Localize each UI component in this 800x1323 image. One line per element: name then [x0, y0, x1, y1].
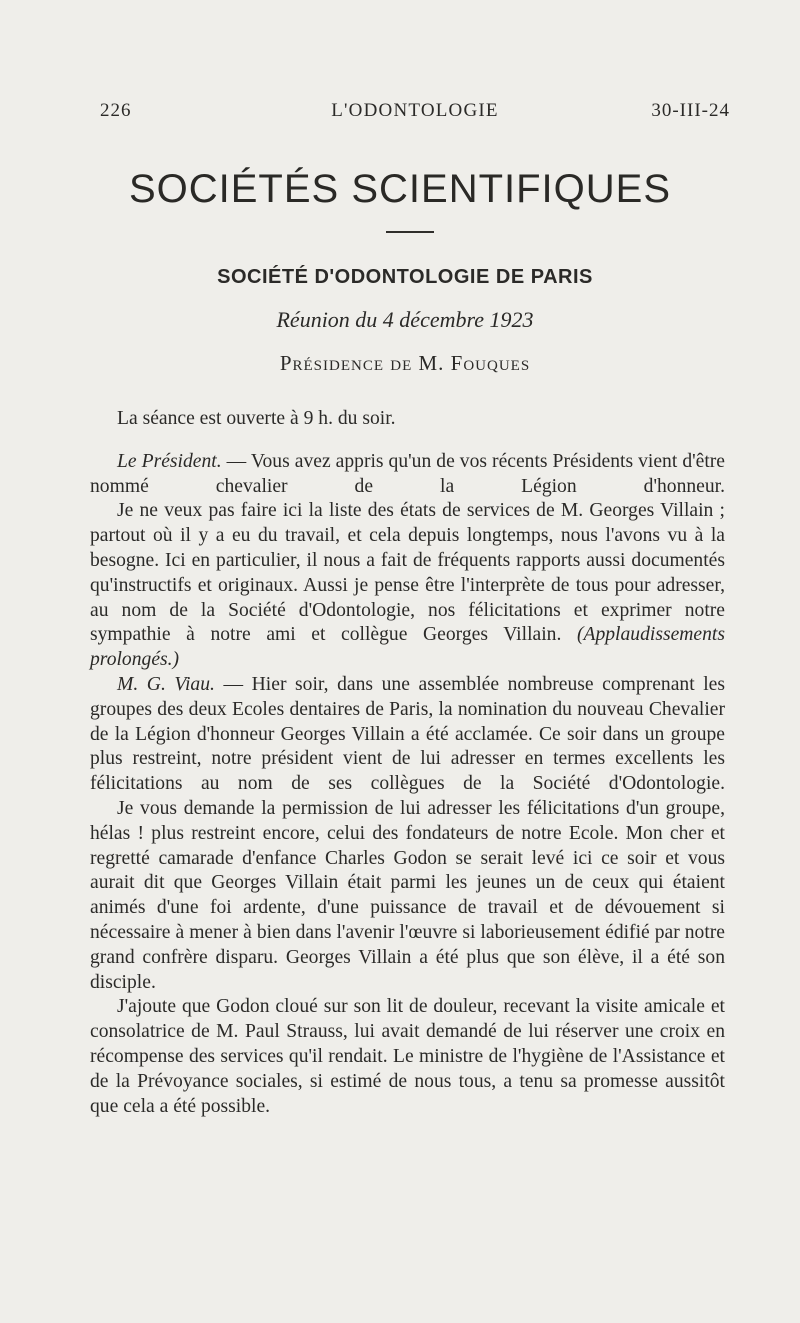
paragraph [90, 499, 725, 673]
paragraph-text: Je ne veux pas faire ici la liste des états de services de M. Georges Villain ; partout où il y a eu du travail, et cela depuis longtemps, nous l'avons vu à la besogne. Ici en particulier, il nous a fait de fréquents rapports aussi documentés qu'instructifs et originaux. Aussi je pense être l'interprète de tous pour adresser, au nom de la Société d'Odontologie, nos félicitations et exprimer notre sympathie à notre ami et collègue Georges Villain. [90, 500, 725, 646]
applause-note: (Applaudissements prolongés.) [90, 624, 725, 671]
presidence-line [0, 351, 800, 376]
issue-date: 30-III-24 [651, 100, 730, 121]
society-heading: SOCIÉTÉ D'ODONTOLOGIE DE PARIS [217, 266, 593, 288]
presidence-prefix: Présidence de [279, 351, 413, 375]
meeting-date: Réunion du 4 décembre 1923 [276, 307, 534, 332]
paragraph [90, 450, 725, 500]
section-title: SOCIÉTÉS SCIENTIFIQUES [128, 167, 672, 211]
paragraph-text: — Vous avez appris qu'un de vos récents Présidents vient d'être nommé chevalier de la Légion d'honneur. [90, 450, 726, 497]
running-header [100, 100, 730, 130]
paragraph-text: — Hier soir, dans une assemblée nombreuse comprenant les groupes des deux Ecoles dentaires de Paris, la nomination du nouveau Chevalier de la Légion d'honneur Georges Villain a été acclamée. Ce soir dans un groupe plus restreint, notre président vient de lui adresser en termes excellents les félicitations au nom de ses collègues de la Société d'Odontologie. [90, 673, 725, 795]
paragraph [90, 995, 725, 1119]
paragraph [90, 673, 725, 797]
journal-title: L'ODONTOLOGIE [331, 100, 499, 121]
opening-line: La séance est ouverte à 9 h. du soir. [117, 408, 396, 429]
page-number: 226 [100, 100, 132, 121]
paragraph-text: Je vous demande la permission de lui adresser les félicitations d'un groupe, hélas ! plus restreint encore, celui des fondateurs de notre Ecole. Mon cher et regretté camarade d'enfance Charles Godon se serait levé ici ce soir et vous aurait dit que Georges Villain était parmi les jeunes un de ceux qui étaient animés d'une foi ardente, d'une puissance de travail et de dévouement si nécessaire à mener à bien dans l'avenir l'œuvre si laborieusement édifié par notre grand confrère disparu. Georges Villain a été plus que son élève, il a été son disciple. [90, 797, 725, 993]
paragraph [90, 797, 725, 995]
president-name: M. Fouques [418, 351, 531, 375]
title-divider [386, 231, 434, 233]
paragraph-text: J'ajoute que Godon cloué sur son lit de douleur, recevant la visite amicale et consolatrice de M. Paul Strauss, lui avait demandé de lui réserver une croix en récompense des services qu'il rendait. Le ministre de l'hygiène de l'Assistance et de la Prévoyance sociales, si estimé de nous tous, a tenu sa promesse aussitôt que cela a été possible. [90, 996, 725, 1117]
speaker-name: Le Président. [117, 450, 222, 472]
article-body [90, 407, 725, 1119]
speaker-name: M. G. Viau. [117, 673, 215, 695]
